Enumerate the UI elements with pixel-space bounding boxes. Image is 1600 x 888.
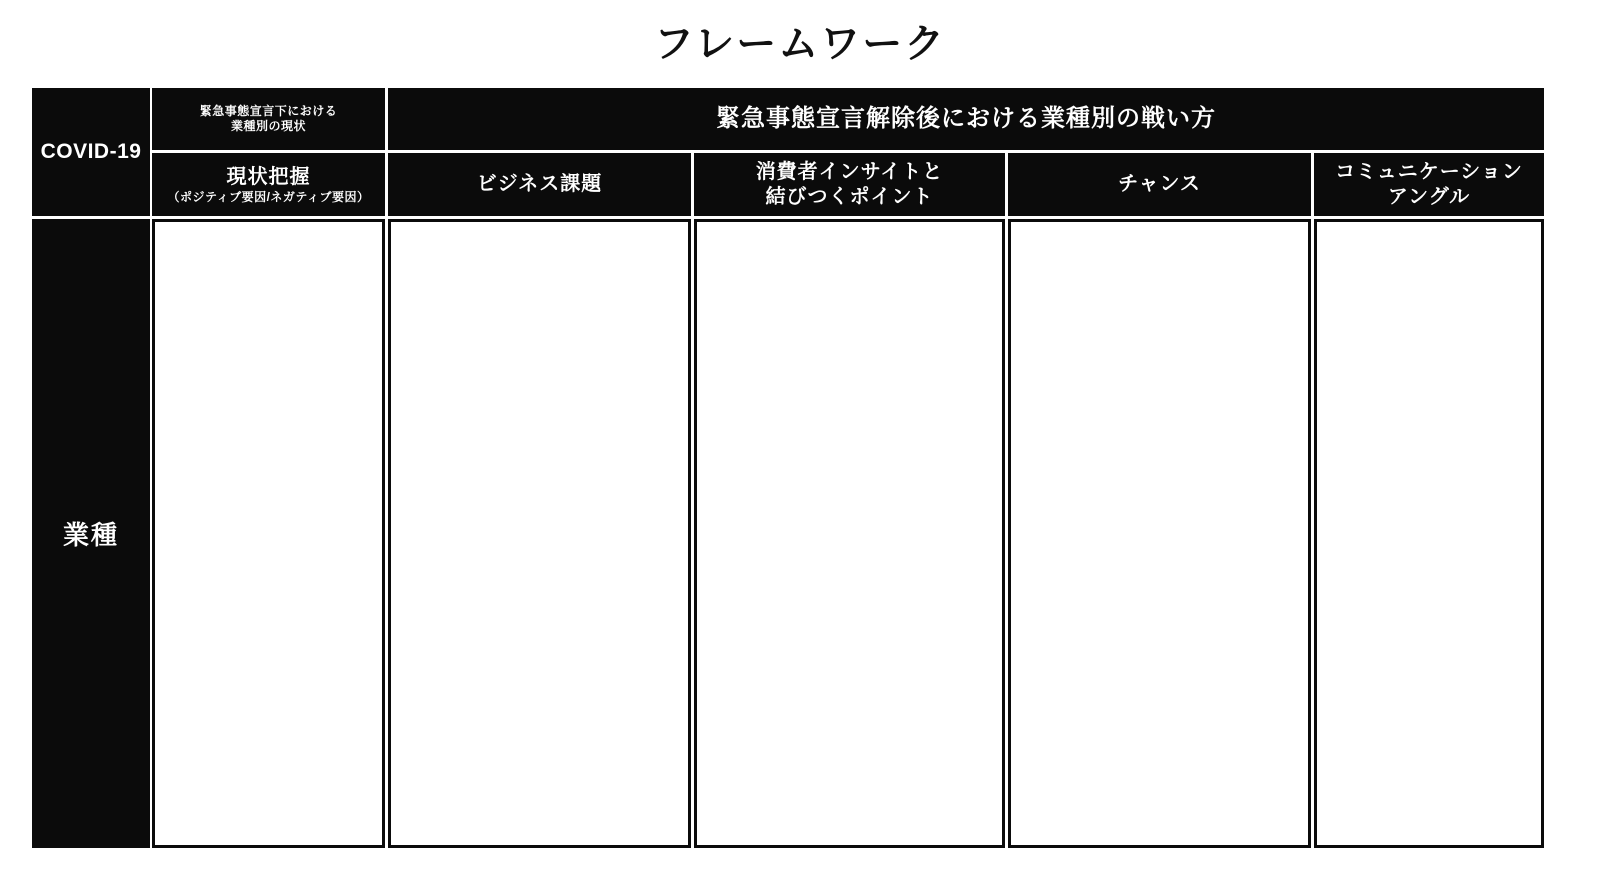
group-header-current-status-line2: 業種別の現状 (230, 119, 306, 133)
column-header-consumer-insight (694, 153, 1005, 216)
group-header-current-status (152, 88, 385, 150)
cell-communication-angle[interactable] (1314, 219, 1544, 848)
column-header-current-status-title: 現状把握 (226, 165, 311, 188)
column-header-row (152, 153, 1544, 216)
axis-column (32, 88, 150, 848)
page-title: フレームワーク (653, 22, 947, 66)
cell-chance[interactable] (1008, 219, 1311, 848)
cell-consumer-insight[interactable] (694, 219, 1005, 848)
cell-current-status[interactable] (152, 219, 385, 848)
table-row (152, 219, 1544, 848)
group-header-row (152, 88, 1544, 150)
column-header-communication-angle-line1: コミュニケーション (1335, 160, 1523, 183)
column-header-chance-title: チャンス (1118, 173, 1201, 195)
cell-business-issue[interactable] (388, 219, 691, 848)
column-header-current-status-subtitle: （ポジティブ要因/ネガティブ要因） (167, 189, 370, 204)
group-header-current-status-line1: 緊急事態宣言下における (199, 104, 338, 118)
framework-matrix (32, 88, 1544, 848)
group-header-post-declaration: 緊急事態宣言解除後における業種別の戦い方 (388, 88, 1544, 150)
matrix-header (152, 88, 1544, 216)
column-header-communication-angle-line2: アングル (1387, 185, 1471, 208)
matrix-corner-label: COVID-19 (32, 88, 150, 219)
column-header-communication-angle (1314, 153, 1544, 216)
column-header-current-status (152, 153, 385, 216)
column-header-consumer-insight-line2: 結びつくポイント (765, 185, 934, 208)
column-header-business-issue-title: ビジネス課題 (476, 173, 603, 195)
column-header-consumer-insight-line1: 消費者インサイトと (755, 160, 944, 183)
row-axis-label: 業種 (32, 219, 150, 848)
column-header-business-issue (388, 153, 691, 216)
column-header-chance (1008, 153, 1311, 216)
matrix-body (152, 88, 1544, 848)
